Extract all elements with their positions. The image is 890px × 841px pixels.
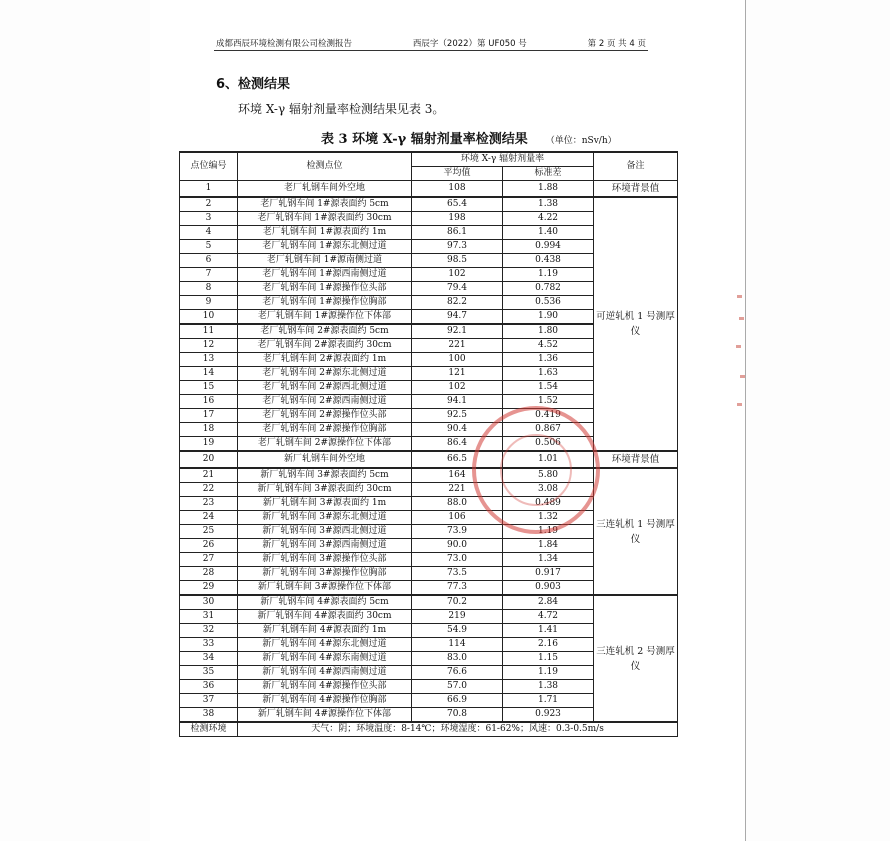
cell-point-no: 12	[180, 339, 238, 353]
cell-average: 92.1	[412, 324, 503, 339]
cell-point-no: 37	[180, 694, 238, 708]
cell-average: 108	[412, 181, 503, 198]
cell-point-no: 1	[180, 181, 238, 198]
cell-std: 0.506	[503, 437, 594, 452]
cell-std: 1.19	[503, 525, 594, 539]
cell-point-no: 5	[180, 240, 238, 254]
table-unit: （单位：nSv/h）	[545, 136, 617, 146]
cell-average: 88.0	[412, 497, 503, 511]
cell-average: 66.5	[412, 451, 503, 468]
cell-std: 1.41	[503, 624, 594, 638]
cell-point-no: 36	[180, 680, 238, 694]
cell-std: 1.80	[503, 324, 594, 339]
cell-point-no: 2	[180, 197, 238, 212]
dose-rate-table	[179, 151, 678, 737]
cell-std: 0.419	[503, 409, 594, 423]
cell-std: 0.782	[503, 282, 594, 296]
cell-average: 66.9	[412, 694, 503, 708]
cell-std: 1.52	[503, 395, 594, 409]
cell-location: 新厂轧钢车间 4#源操作位头部	[238, 680, 412, 694]
cell-point-no: 4	[180, 226, 238, 240]
cell-average: 121	[412, 367, 503, 381]
cell-point-no: 27	[180, 553, 238, 567]
cell-location: 新厂轧钢车间 3#源表面约 1m	[238, 497, 412, 511]
environment-row	[180, 722, 678, 737]
cell-location: 老厂轧钢车间 2#源表面约 5cm	[238, 324, 412, 339]
cell-point-no: 20	[180, 451, 238, 468]
cell-location: 新厂轧钢车间 3#源操作位下体部	[238, 581, 412, 596]
header-page-number: 第 2 页 共 4 页	[587, 39, 646, 49]
page-header	[216, 37, 646, 49]
cell-std: 1.38	[503, 197, 594, 212]
cell-point-no: 35	[180, 666, 238, 680]
cell-remark: 三连轧机 2 号测厚仪	[594, 595, 678, 722]
cell-std: 0.489	[503, 497, 594, 511]
cell-location: 老厂轧钢车间 1#源操作位头部	[238, 282, 412, 296]
perforation-marks	[735, 295, 747, 415]
cell-average: 70.8	[412, 708, 503, 723]
cell-average: 57.0	[412, 680, 503, 694]
cell-point-no: 10	[180, 310, 238, 325]
cell-average: 164	[412, 468, 503, 483]
cell-std: 1.63	[503, 367, 594, 381]
cell-average: 94.7	[412, 310, 503, 325]
cell-average: 82.2	[412, 296, 503, 310]
cell-location: 新厂轧钢车间 4#源东北侧过道	[238, 638, 412, 652]
cell-average: 73.5	[412, 567, 503, 581]
cell-average: 90.0	[412, 539, 503, 553]
cell-std: 0.438	[503, 254, 594, 268]
cell-location: 老厂轧钢车间 1#源操作位胸部	[238, 296, 412, 310]
cell-average: 114	[412, 638, 503, 652]
cell-average: 221	[412, 483, 503, 497]
cell-point-no: 13	[180, 353, 238, 367]
cell-point-no: 17	[180, 409, 238, 423]
cell-location: 新厂轧钢车间 4#源西南侧过道	[238, 666, 412, 680]
cell-average: 79.4	[412, 282, 503, 296]
table-caption	[321, 128, 617, 147]
cell-std: 0.994	[503, 240, 594, 254]
cell-point-no: 19	[180, 437, 238, 452]
cell-average: 102	[412, 268, 503, 282]
cell-average: 73.0	[412, 553, 503, 567]
cell-location: 老厂轧钢车间 1#源西南侧过道	[238, 268, 412, 282]
cell-location: 老厂轧钢车间 2#源东北侧过道	[238, 367, 412, 381]
table-row	[180, 595, 678, 610]
cell-location: 新厂轧钢车间 3#源表面约 5cm	[238, 468, 412, 483]
cell-average: 86.1	[412, 226, 503, 240]
cell-std: 5.80	[503, 468, 594, 483]
col-header-dose-rate: 环境 X-γ 辐射剂量率	[412, 152, 594, 167]
cell-std: 1.36	[503, 353, 594, 367]
cell-std: 2.16	[503, 638, 594, 652]
table-row	[180, 197, 678, 212]
cell-location: 新厂轧钢车间 4#源操作位下体部	[238, 708, 412, 723]
cell-std: 0.903	[503, 581, 594, 596]
cell-point-no: 9	[180, 296, 238, 310]
cell-point-no: 8	[180, 282, 238, 296]
cell-std: 4.72	[503, 610, 594, 624]
cell-remark: 三连轧机 1 号测厚仪	[594, 468, 678, 595]
cell-point-no: 22	[180, 483, 238, 497]
cell-location: 老厂轧钢车间 1#源表面约 5cm	[238, 197, 412, 212]
col-header-average: 平均值	[412, 167, 503, 181]
cell-average: 73.9	[412, 525, 503, 539]
header-rule	[214, 50, 648, 51]
cell-point-no: 24	[180, 511, 238, 525]
cell-point-no: 34	[180, 652, 238, 666]
cell-point-no: 28	[180, 567, 238, 581]
cell-location: 老厂轧钢车间 2#源表面约 1m	[238, 353, 412, 367]
cell-location: 新厂轧钢车间 4#源表面约 1m	[238, 624, 412, 638]
cell-std: 0.917	[503, 567, 594, 581]
cell-point-no: 21	[180, 468, 238, 483]
cell-std: 1.01	[503, 451, 594, 468]
cell-average: 65.4	[412, 197, 503, 212]
cell-average: 92.5	[412, 409, 503, 423]
cell-average: 70.2	[412, 595, 503, 610]
cell-average: 98.5	[412, 254, 503, 268]
cell-remark: 环境背景值	[594, 181, 678, 198]
cell-location: 新厂轧钢车间 4#源操作位胸部	[238, 694, 412, 708]
cell-average: 76.6	[412, 666, 503, 680]
cell-point-no: 3	[180, 212, 238, 226]
cell-std: 1.32	[503, 511, 594, 525]
cell-std: 4.22	[503, 212, 594, 226]
cell-point-no: 33	[180, 638, 238, 652]
cell-average: 198	[412, 212, 503, 226]
cell-location: 老厂轧钢车间 1#源表面约 1m	[238, 226, 412, 240]
cell-average: 221	[412, 339, 503, 353]
cell-location: 新厂轧钢车间外空地	[238, 451, 412, 468]
cell-std: 1.84	[503, 539, 594, 553]
cell-average: 83.0	[412, 652, 503, 666]
col-header-std: 标准差	[503, 167, 594, 181]
cell-point-no: 11	[180, 324, 238, 339]
cell-location: 新厂轧钢车间 3#源东北侧过道	[238, 511, 412, 525]
cell-location: 新厂轧钢车间 3#源表面约 30cm	[238, 483, 412, 497]
environment-label: 检测环境	[180, 722, 238, 737]
environment-value: 天气：阴；环境温度：8-14℃；环境湿度：61-62%；风速：0.3-0.5m/s	[238, 722, 678, 737]
table-caption-title: 表 3 环境 X-γ 辐射剂量率检测结果	[321, 132, 528, 147]
col-header-remark: 备注	[594, 152, 678, 181]
cell-std: 1.90	[503, 310, 594, 325]
cell-point-no: 31	[180, 610, 238, 624]
cell-location: 新厂轧钢车间 3#源操作位头部	[238, 553, 412, 567]
official-seal-inner-ring	[500, 434, 572, 506]
cell-location: 老厂轧钢车间 1#源操作位下体部	[238, 310, 412, 325]
cell-std: 1.34	[503, 553, 594, 567]
cell-location: 老厂轧钢车间 1#源东北侧过道	[238, 240, 412, 254]
cell-point-no: 15	[180, 381, 238, 395]
cell-std: 1.71	[503, 694, 594, 708]
cell-location: 新厂轧钢车间 3#源操作位胸部	[238, 567, 412, 581]
document-page	[150, 0, 745, 841]
cell-location: 老厂轧钢车间外空地	[238, 181, 412, 198]
cell-location: 新厂轧钢车间 3#源西南侧过道	[238, 539, 412, 553]
cell-point-no: 16	[180, 395, 238, 409]
cell-std: 1.19	[503, 268, 594, 282]
col-header-point-no: 点位编号	[180, 152, 238, 181]
cell-average: 100	[412, 353, 503, 367]
cell-std: 0.536	[503, 296, 594, 310]
cell-point-no: 38	[180, 708, 238, 723]
cell-average: 77.3	[412, 581, 503, 596]
cell-point-no: 26	[180, 539, 238, 553]
col-header-location: 检测点位	[238, 152, 412, 181]
cell-remark: 可逆轧机 1 号测厚仪	[594, 197, 678, 451]
cell-average: 219	[412, 610, 503, 624]
cell-point-no: 7	[180, 268, 238, 282]
cell-location: 老厂轧钢车间 2#源表面约 30cm	[238, 339, 412, 353]
cell-average: 86.4	[412, 437, 503, 452]
cell-average: 90.4	[412, 423, 503, 437]
cell-location: 新厂轧钢车间 4#源东南侧过道	[238, 652, 412, 666]
cell-location: 老厂轧钢车间 1#源表面约 30cm	[238, 212, 412, 226]
table-header-row	[180, 152, 678, 167]
table-row	[180, 451, 678, 468]
cell-location: 新厂轧钢车间 3#源西北侧过道	[238, 525, 412, 539]
scan-edge-right	[745, 0, 746, 841]
cell-std: 2.84	[503, 595, 594, 610]
cell-point-no: 23	[180, 497, 238, 511]
cell-std: 3.08	[503, 483, 594, 497]
cell-location: 新厂轧钢车间 4#源表面约 30cm	[238, 610, 412, 624]
cell-remark: 环境背景值	[594, 451, 678, 468]
cell-average: 102	[412, 381, 503, 395]
cell-average: 54.9	[412, 624, 503, 638]
cell-point-no: 18	[180, 423, 238, 437]
cell-average: 97.3	[412, 240, 503, 254]
cell-point-no: 14	[180, 367, 238, 381]
cell-std: 1.88	[503, 181, 594, 198]
table-row	[180, 468, 678, 483]
cell-point-no: 32	[180, 624, 238, 638]
cell-average: 106	[412, 511, 503, 525]
header-report-no: 西辰字（2022）第 UF050 号	[412, 39, 527, 49]
cell-point-no: 6	[180, 254, 238, 268]
cell-point-no: 25	[180, 525, 238, 539]
cell-location: 老厂轧钢车间 2#源西北侧过道	[238, 381, 412, 395]
cell-location: 新厂轧钢车间 4#源表面约 5cm	[238, 595, 412, 610]
cell-std: 1.54	[503, 381, 594, 395]
header-company: 成都西辰环境检测有限公司检测报告	[216, 39, 353, 49]
cell-std: 1.15	[503, 652, 594, 666]
cell-std: 1.19	[503, 666, 594, 680]
cell-std: 1.40	[503, 226, 594, 240]
cell-location: 老厂轧钢车间 1#源南侧过道	[238, 254, 412, 268]
intro-paragraph: 环境 X-γ 辐射剂量率检测结果见表 3。	[238, 102, 445, 116]
cell-std: 1.38	[503, 680, 594, 694]
cell-location: 老厂轧钢车间 2#源操作位胸部	[238, 423, 412, 437]
cell-location: 老厂轧钢车间 2#源操作位下体部	[238, 437, 412, 452]
cell-location: 老厂轧钢车间 2#源西南侧过道	[238, 395, 412, 409]
table-row	[180, 181, 678, 198]
cell-std: 0.923	[503, 708, 594, 723]
cell-std: 0.867	[503, 423, 594, 437]
cell-location: 老厂轧钢车间 2#源操作位头部	[238, 409, 412, 423]
cell-average: 94.1	[412, 395, 503, 409]
section-title: 6、检测结果	[216, 77, 291, 92]
cell-point-no: 29	[180, 581, 238, 596]
cell-std: 4.52	[503, 339, 594, 353]
cell-point-no: 30	[180, 595, 238, 610]
